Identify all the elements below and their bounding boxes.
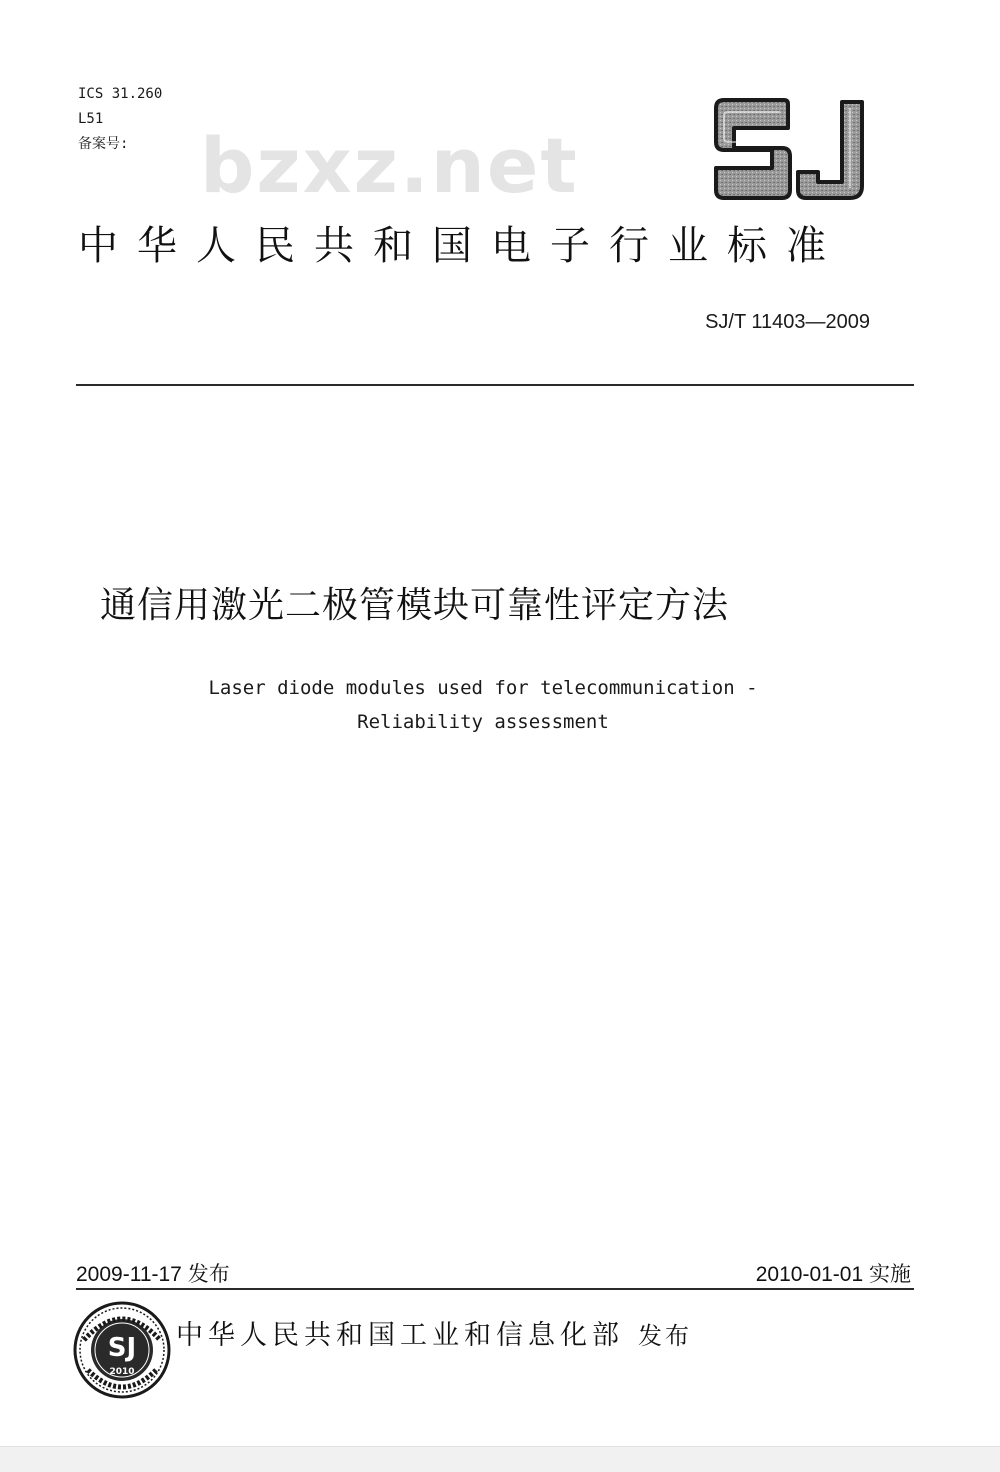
effective-date: 2010-01-01 实施	[755, 1263, 911, 1286]
bottom-divider	[76, 1288, 914, 1290]
standard-number: SJ/T 11403—2009	[705, 311, 870, 333]
watermark-text: bzxz.net	[200, 121, 579, 210]
classification-block	[78, 82, 162, 157]
ccs-code: L51	[78, 111, 104, 127]
publisher	[176, 1318, 692, 1354]
standard-title-chinese: 通信用激光二极管模块可靠性评定方法	[100, 585, 730, 626]
ics-code: ICS 31.260	[78, 86, 163, 102]
standard-title-english	[0, 671, 966, 739]
seal-year: 2010	[109, 1367, 135, 1377]
ministry-seal-icon	[72, 1300, 172, 1400]
issuing-industry-title: 中华人民共和国电子行业标准	[78, 223, 845, 269]
seal-center-text: SJ	[107, 1333, 137, 1363]
english-title-line-2: Reliability assessment	[357, 711, 609, 733]
issue-date: 2009-11-17 发布	[76, 1263, 230, 1286]
record-number-label: 备案号:	[78, 136, 129, 152]
page-bottom-strip	[0, 1446, 1000, 1472]
publisher-suffix: 发布	[638, 1322, 692, 1350]
english-title-line-1: Laser diode modules used for telecommunication -	[208, 677, 758, 699]
publisher-name: 中华人民共和国工业和信息化部	[176, 1320, 624, 1351]
top-divider	[76, 384, 914, 386]
sj-standard-logo-icon	[710, 98, 870, 202]
